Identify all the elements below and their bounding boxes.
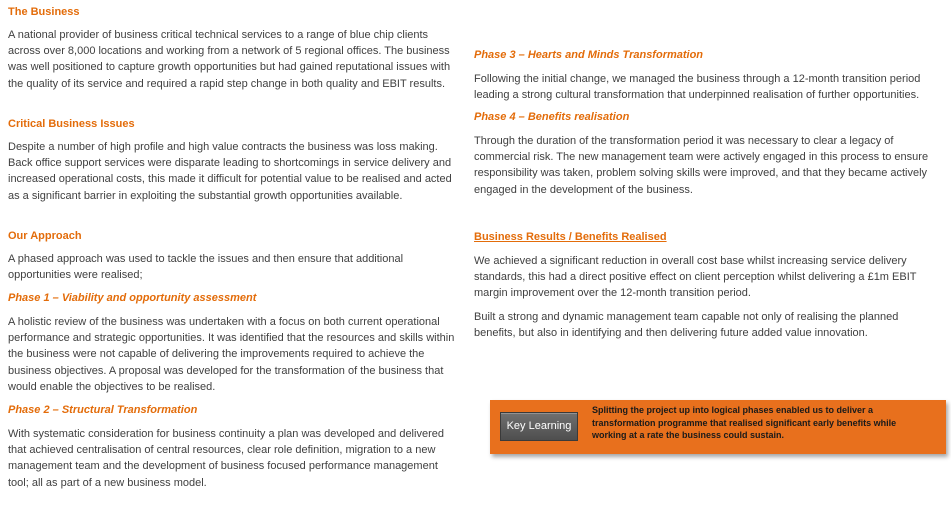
phase3-paragraph: Following the initial change, we managed the business through a 12-month transition period leading a strong cultural transformation that underpinned realisation of further opportunities.	[474, 73, 921, 102]
key-learning-text: Splitting the project up into logical phases enabled us to deliver a transformation programme that realised significant early benefits while working at a rate the business could sustain.	[592, 405, 897, 440]
issues-paragraph: Despite a number of high profile and high value contracts the business was loss making. Back office support services were disparate leading to shortcomings in service delivery and increased operational costs, this made it difficult for potential value to be realised and acted as a significant barrier in exploiting the substantial growth opportunities available.	[8, 141, 452, 202]
key-learning-button[interactable]: Key Learning	[500, 412, 578, 441]
phase4-paragraph: Through the duration of the transformation period it was necessary to clear a legacy of commercial risk. The new management team were actively engaged in this process to ensure responsibility was taken, problem solving skills were improved, and that they became actively engaged in the development of the business.	[474, 135, 929, 196]
heading-business-results: Business Results / Benefits Realised	[474, 231, 667, 243]
heading-phase-1: Phase 1 – Viability and opportunity assessment	[8, 292, 257, 304]
key-learning-callout	[490, 400, 946, 454]
business-paragraph: A national provider of business critical technical services to a range of blue chip clients across over 8,000 locations and working from a network of 5 regional offices. The business was well positioned to capture growth opportunities but had gained reputational issues with the quality of its service and required a rapid step change in both quality and EBIT results.	[8, 29, 451, 90]
heading-phase-4: Phase 4 – Benefits realisation	[474, 111, 630, 123]
heading-our-approach: Our Approach	[8, 230, 82, 242]
phase1-paragraph: A holistic review of the business was undertaken with a focus on both current operational performance and strategic opportunities. It was identified that the resources and skills within the business were not capable of delivering the improvements required to achieve the business objectives. A proposal was developed for the transformation of the business that would enable the objectives to be realised.	[8, 316, 455, 393]
approach-paragraph: A phased approach was used to tackle the issues and then ensure that additional opportunities were realised;	[8, 253, 404, 282]
results-paragraph-2: Built a strong and dynamic management team capable not only of realising the planned benefits, but also in identifying and then delivering future added value innovation.	[474, 311, 899, 340]
phase2-paragraph: With systematic consideration for business continuity a plan was developed and delivered that achieved centralisation of central resources, clear role definition, migration to a new management team and the development of business focused performance management tool; all as part of a new business model.	[8, 428, 444, 489]
heading-phase-3: Phase 3 – Hearts and Minds Transformation	[474, 49, 704, 61]
heading-phase-2: Phase 2 – Structural Transformation	[8, 404, 198, 416]
heading-critical-business-issues: Critical Business Issues	[8, 118, 135, 130]
results-paragraph-1: We achieved a significant reduction in overall cost base whilst increasing service delivery standards, this had a direct positive effect on client perception whilst delivering a £1m EBIT margin improvement over the 12-month transition period.	[474, 255, 917, 300]
heading-the-business: The Business	[8, 6, 80, 18]
